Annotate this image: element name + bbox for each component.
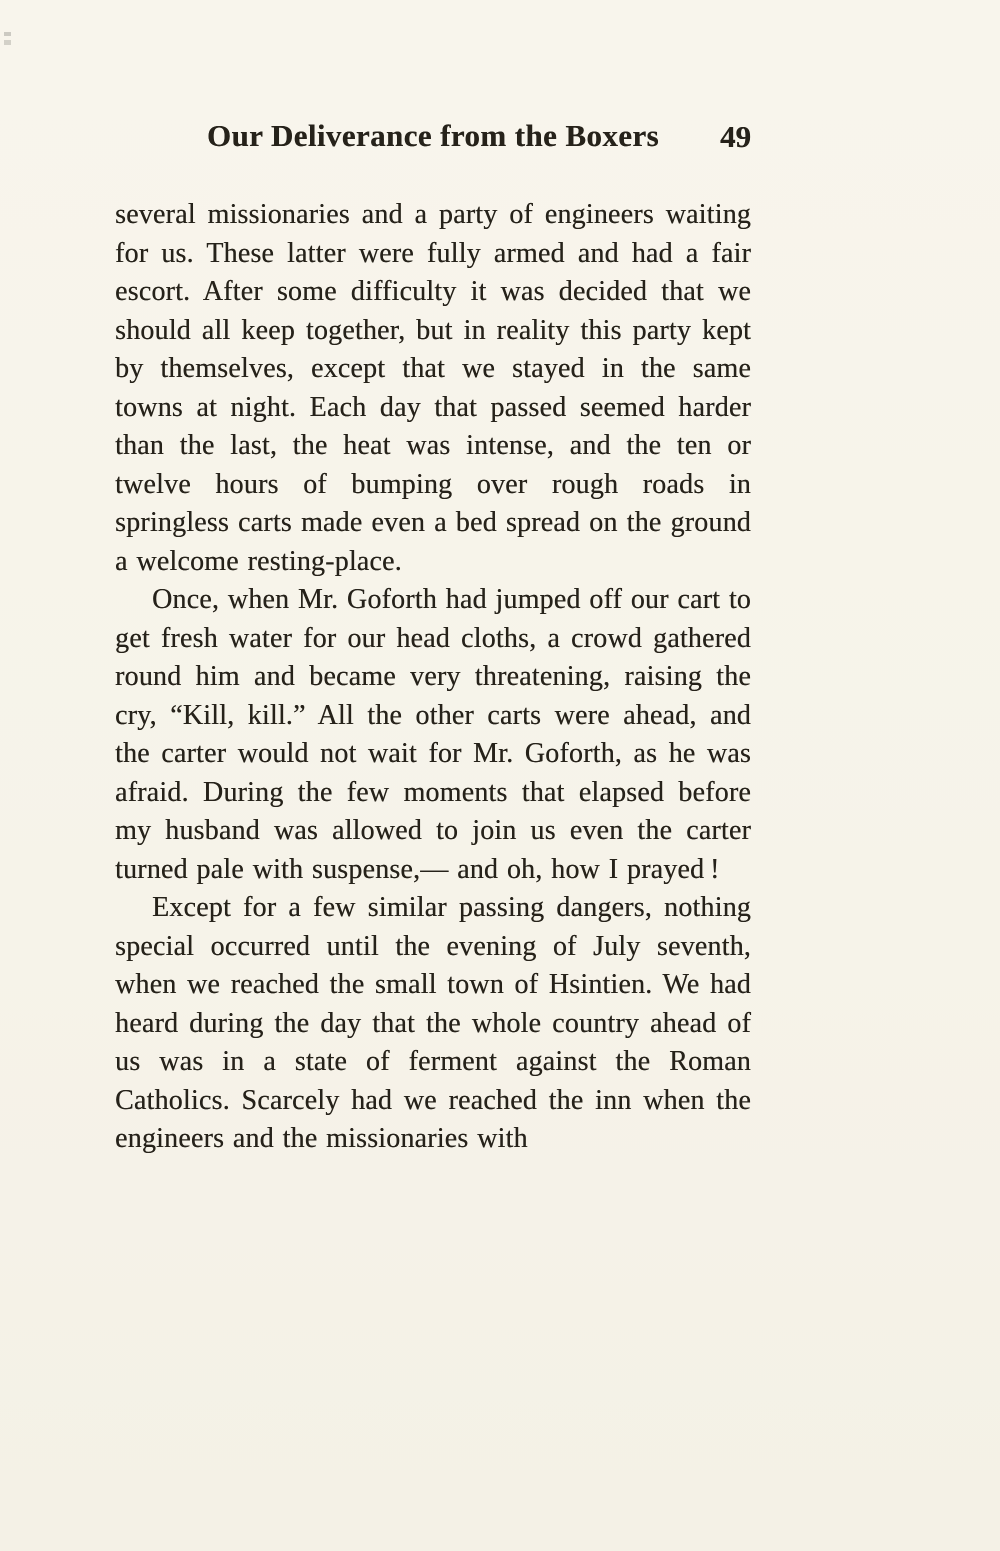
page-content [115, 118, 751, 1159]
paragraph: several missionaries and a party of engineers waiting for us. These latter were fully armed and had a fair escort. After some difficulty it was decided that we should all keep together, but in reality this party kept by themselves, except that we stayed in the same towns at night. Each day that passed seemed harder than the last, the heat was intense, and the ten or twelve hours of bumping over rough roads in springless carts made even a bed spread on the ground a welcome resting-place. [115, 199, 751, 577]
page-header [115, 118, 751, 162]
body-text [115, 196, 751, 1159]
running-title: Our Deliverance from the Boxers [206, 118, 660, 153]
page-number: 49 [720, 119, 751, 154]
scan-artifact [4, 32, 11, 45]
paragraph: Once, when Mr. Goforth had jumped off our cart to get fresh water for our head cloths, a crowd gathered round him and became very threatening, raising the cry, “Kill, kill.” All the other carts were ahead, and the carter would not wait for Mr. Goforth, as he was afraid. During the few moments that elapsed before my husband was allowed to join us even the carter turned pale with suspense,— and oh, how I prayed ! [115, 584, 751, 885]
paragraph: Except for a few similar passing dangers, nothing special occurred until the evening of July seventh, when we reached the small town of Hsintien. We had heard during the day that the whole country ahead of us was in a state of ferment against the Roman Catholics. Scarcely had we reached the inn when the engineers and the missionaries with [115, 892, 751, 1154]
